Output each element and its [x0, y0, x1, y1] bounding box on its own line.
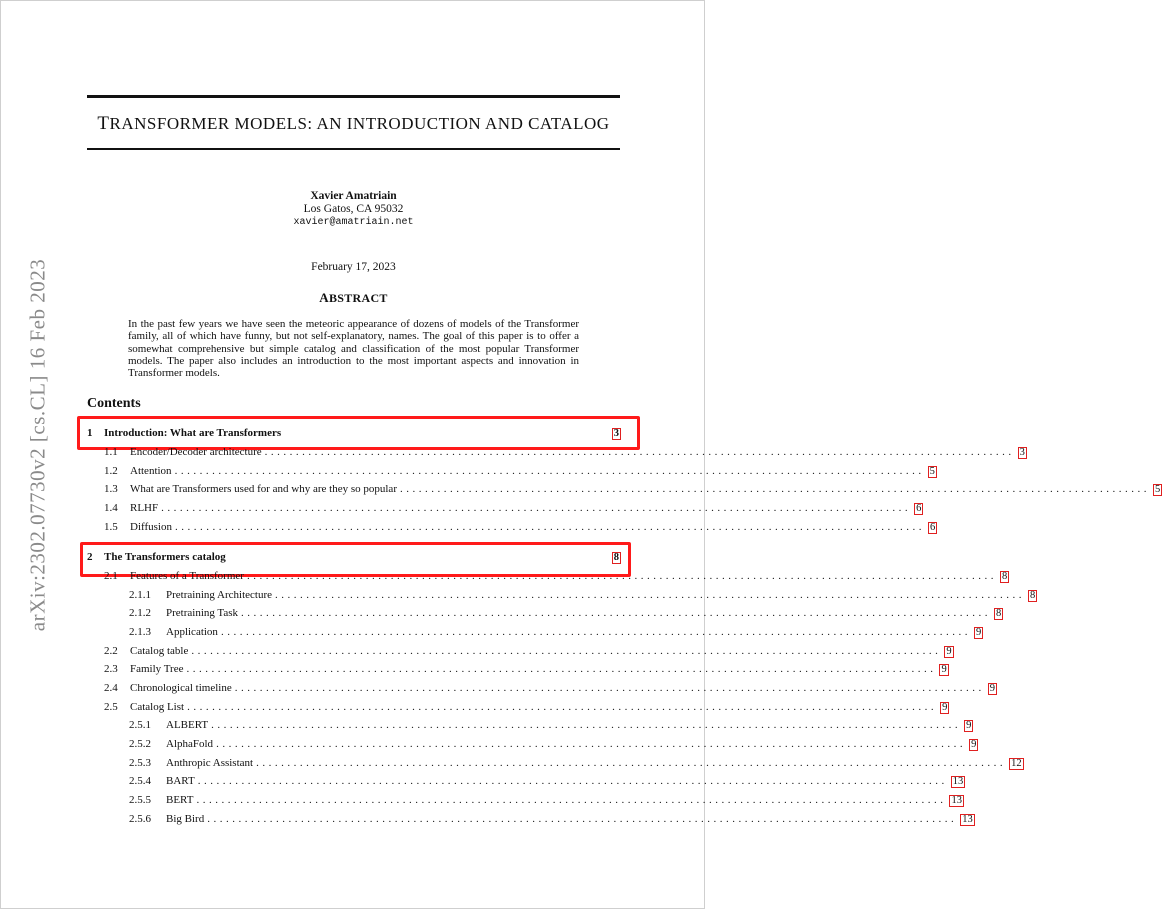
contents-heading: Contents: [87, 396, 141, 411]
toc-entry-number: 2.5.5: [129, 794, 151, 806]
toc-entry[interactable]: [87, 551, 621, 567]
toc-leader-dots: ........................................................................................................................: [264, 446, 1015, 458]
toc-entry-title[interactable]: Family Tree: [130, 663, 184, 675]
toc-entry-title[interactable]: What are Transformers used for and why are they so popular: [130, 483, 397, 495]
toc-entry-title[interactable]: Chronological timeline: [130, 682, 232, 694]
author-email[interactable]: xavier@amatriain.net: [293, 217, 414, 228]
toc-entry-page-link[interactable]: 5: [1154, 484, 1161, 495]
toc-entry[interactable]: [87, 483, 1161, 499]
toc-entry-title[interactable]: Introduction: What are Transformers: [104, 427, 282, 439]
toc-entry-number: 1.2: [104, 465, 118, 477]
toc-leader-dots: ........................................................................................................................: [211, 719, 962, 731]
toc-entry-page-link[interactable]: 13: [952, 776, 964, 787]
title-rule-bottom: [87, 148, 620, 150]
toc-leader-dots: ........................................................................................................................: [246, 570, 997, 582]
toc-leader-dots: ........................................................................................................................: [399, 483, 1150, 495]
toc-entry[interactable]: [87, 813, 973, 829]
toc-entry-number: 2.5: [104, 701, 118, 713]
toc-entry-title[interactable]: Features of a Transformer: [130, 570, 244, 582]
toc-leader-dots: ........................................................................................................................: [275, 589, 1025, 601]
toc-entry[interactable]: [87, 427, 621, 443]
toc-entry[interactable]: [87, 465, 935, 481]
toc-leader-dots: ........................................................................................................................: [216, 738, 967, 750]
toc-entry-number: 1.4: [104, 502, 118, 514]
toc-entry[interactable]: [87, 589, 1036, 605]
toc-leader-dots: ........................................................................................................................: [241, 607, 992, 619]
author-name: Xavier Amatriain: [310, 190, 397, 202]
toc-entry[interactable]: [87, 663, 947, 679]
toc-entry-number: 2.5.2: [129, 738, 151, 750]
toc-entry-title[interactable]: BERT: [166, 794, 194, 806]
toc-entry[interactable]: [87, 719, 972, 735]
toc-entry-title[interactable]: Anthropic Assistant: [166, 757, 254, 769]
toc-entry-number: 2.5.3: [129, 757, 151, 769]
toc-entry-page-link[interactable]: 3: [613, 428, 619, 439]
toc-leader-dots: ........................................................................................................................: [197, 775, 948, 787]
toc-entry-page-link[interactable]: 8: [996, 608, 1002, 619]
toc-entry-title[interactable]: Catalog table: [130, 645, 189, 657]
toc-entry-page-link[interactable]: 9: [966, 720, 972, 731]
toc-entry-page-link[interactable]: 6: [929, 522, 936, 533]
toc-entry-title[interactable]: Encoder/Decoder architecture: [130, 446, 262, 458]
toc-entry[interactable]: [87, 775, 964, 791]
toc-entry-page-link[interactable]: 3: [1019, 447, 1025, 458]
toc-entry-page-link[interactable]: 6: [916, 503, 922, 514]
toc-entry-number: 2.1: [104, 570, 118, 582]
toc-entry[interactable]: [87, 446, 1025, 462]
toc-entry-page-link[interactable]: 13: [962, 814, 973, 825]
toc-entry-page-link[interactable]: 12: [1011, 758, 1022, 769]
toc-leader-dots: ........................................................................................................................: [174, 465, 925, 477]
paper-title: TRANSFORMER MODELS: AN INTRODUCTION AND CATALOG: [97, 113, 610, 134]
toc-leader-dots: ........................................................................................................................: [220, 626, 971, 638]
arxiv-stamp: arXiv:2302.07730v2 [cs.CL] 16 Feb 2023: [25, 258, 50, 632]
toc-entry[interactable]: [87, 521, 936, 537]
toc-entry-title[interactable]: BART: [166, 775, 195, 787]
toc-leader-dots: ........................................................................................................................: [196, 794, 947, 806]
toc-entry-page-link[interactable]: 9: [971, 739, 977, 750]
toc-entry[interactable]: [87, 607, 1002, 623]
toc-entry[interactable]: [87, 738, 977, 754]
toc-entry-number: 1: [87, 427, 93, 439]
toc-leader-dots: ........................................................................................................................: [187, 701, 938, 713]
toc-entry-number: 1.1: [104, 446, 118, 458]
toc-entry-page-link[interactable]: 5: [929, 466, 935, 477]
toc-entry-title[interactable]: Application: [166, 626, 218, 638]
toc-entry-title[interactable]: AlphaFold: [166, 738, 214, 750]
toc-entry-number: 2.4: [104, 682, 118, 694]
toc-entry-number: 2.1.1: [129, 589, 151, 601]
abstract-text: In the past few years we have seen the meteoric appearance of dozens of models of the Transformer family, all of which have funny, but not self-explanatory, names. The goal of this paper is to offer a somewhat comprehensive but simple catalog and classification of the most popular Transformer models. The paper also includes an introduction to the most important aspects and innovation in Transformer models.: [128, 318, 579, 380]
toc-entry-title[interactable]: Pretraining Task: [166, 607, 239, 619]
author-location: Los Gatos, CA 95032: [303, 203, 404, 215]
toc-leader-dots: ........................................................................................................................: [234, 682, 985, 694]
toc-entry-page-link[interactable]: 9: [975, 627, 982, 638]
toc-entry-title[interactable]: Big Bird: [166, 813, 205, 825]
toc-entry-number: 2.3: [104, 663, 118, 675]
toc-entry-number: 2.1.2: [129, 607, 151, 619]
toc-entry[interactable]: [87, 794, 962, 810]
toc-entry-title[interactable]: Pretraining Architecture: [166, 589, 272, 601]
toc-entry-title[interactable]: Catalog List: [130, 701, 185, 713]
toc-entry-number: 2.5.4: [129, 775, 151, 787]
author-block: [87, 190, 620, 229]
toc-entry-number: 2.5.6: [129, 813, 151, 825]
toc-entry[interactable]: [87, 626, 982, 642]
toc-entry-number: 2.5.1: [129, 719, 151, 731]
toc-entry-page-link[interactable]: 8: [1001, 571, 1008, 582]
toc-entry-number: 2.2: [104, 645, 118, 657]
toc-entry-number: 1.3: [104, 483, 118, 495]
toc-entry-page-link[interactable]: 8: [613, 552, 619, 563]
toc-entry-number: 2.1.3: [129, 626, 151, 638]
toc-entry-title[interactable]: Diffusion: [130, 521, 172, 533]
toc-entry-page-link[interactable]: 9: [946, 646, 952, 657]
toc-leader-dots: ........................................................................................................................: [161, 502, 912, 514]
paper-date: February 17, 2023: [311, 261, 396, 273]
toc-entry[interactable]: [87, 757, 1022, 773]
toc-entry-number: 2: [87, 551, 93, 563]
toc-entry-page-link[interactable]: 9: [989, 683, 995, 694]
toc-entry-title[interactable]: RLHF: [130, 502, 159, 514]
toc-entry-title[interactable]: The Transformers catalog: [104, 551, 226, 563]
toc-entry[interactable]: [87, 502, 922, 518]
toc-entry[interactable]: [87, 645, 952, 661]
toc-entry-page-link[interactable]: 9: [942, 702, 948, 713]
toc-entry-page-link[interactable]: 9: [941, 664, 947, 675]
toc-entry-number: 1.5: [104, 521, 118, 533]
toc-entry[interactable]: [87, 570, 1008, 586]
toc-entry[interactable]: [87, 682, 995, 698]
toc-leader-dots: ........................................................................................................................: [186, 663, 937, 675]
toc-leader-dots: ........................................................................................................................: [174, 521, 925, 533]
abstract-heading: ABSTRACT: [319, 290, 388, 305]
toc-entry-page-link[interactable]: 8: [1030, 590, 1036, 601]
toc-entry-title[interactable]: ALBERT: [166, 719, 209, 731]
toc-leader-dots: ........................................................................................................................: [207, 813, 958, 825]
toc-leader-dots: ........................................................................................................................: [256, 757, 1007, 769]
toc-entry-title[interactable]: Attention: [130, 465, 172, 477]
toc-entry-page-link[interactable]: 13: [951, 795, 962, 806]
title-rule-top: [87, 95, 620, 98]
toc-entry[interactable]: [87, 701, 948, 717]
toc-leader-dots: ........................................................................................................................: [191, 645, 942, 657]
